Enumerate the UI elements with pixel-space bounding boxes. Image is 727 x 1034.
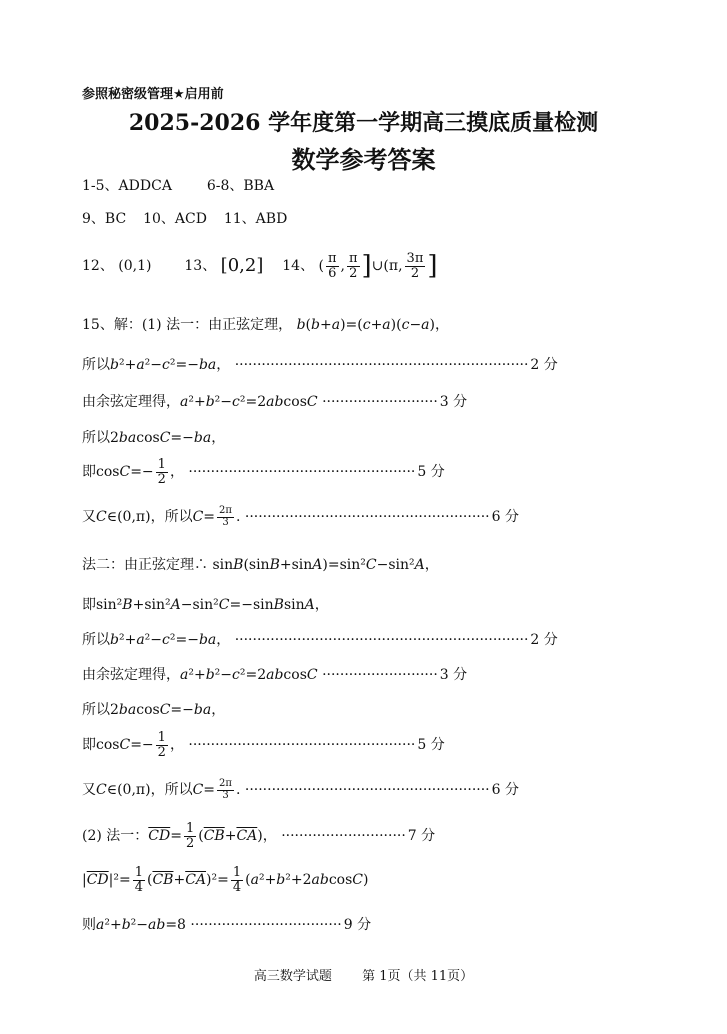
q15-step-2: 由余弦定理得，a²+b²−c²=2abcosC ·························· 3 分 [82,394,468,410]
math-expr: cosC=− $\frac{1}{2}$ ， [96,457,184,487]
math-expr: C∈(0,π) [96,782,151,798]
q15-method-2: 法二：由正弦定理∴ sinB(sinB+sinA)=sin²C−sin²A， [82,557,439,573]
answer-13-value: [0,2] [220,255,264,277]
answer-14-value: ( $\frac{\pi}{6}$ , $\frac{\pi}{2}$ ]∪(π, $\frac{3\pi}{2}$ ] [318,251,438,282]
math-expr: 2bacosC=−ba， [110,702,226,718]
math-expr: a²+b²−c²=2abcosC [180,394,318,410]
score: 5 分 [417,464,445,481]
leader-dots: ·························· [322,394,438,410]
q15-step-4: 即cosC=− $\frac{1}{2}$ ， ··················································· 5 分 [82,457,445,487]
q15-part2-step-1: (2) 法一：$\overline{CD}=$ $\frac{1}{2}$ $(\overline{CB}+\overline{CA})$， ···························· 7 分 [82,821,436,851]
q15-intro: 15、解：(1) 法一：由正弦定理， b(b+a)=(c+a)(c−a)， [82,317,449,333]
answer-line-9-11 [82,212,287,226]
score: 9 分 [343,917,372,933]
q15-m2-step-2: 所以b²+a²−c²=−ba， ·································································· 2 分 [82,632,558,648]
math-expr: ∴ sinB(sinB+sinA)=sin²C−sin²A， [194,557,439,573]
q15-m2-step-5: 即cosC=− $\frac{1}{2}$ ， ··················································· 5 分 [82,730,445,760]
answer-6-8: 6-8、BBA [206,178,275,194]
math-expr: b²+a²−c²=−ba， [110,632,231,648]
footer-page-number: 第 1页（共 11页） [362,969,474,984]
math-expr: a²+b²−ab=8 [96,917,186,933]
q15-m2-step-1: 即sin²B+sin²A−sin²C=−sinBsinA， [82,597,329,613]
q15-step-5: 又C∈(0,π)，所以C= $\frac{2\pi}{3}$ . ······················································· 6 分 [82,505,519,528]
leader-dots: ·································································· [234,357,529,373]
footer-subject: 高三数学试题 [253,969,332,984]
q15-part2-step-2 [82,866,368,894]
answer-10: 10、ACD [143,211,207,227]
page-footer [0,965,727,984]
score: 2 分 [530,632,558,648]
leader-dots: ··················································· [188,737,416,754]
leader-dots: ······················································· [244,509,490,525]
score: 7 分 [407,828,436,845]
answer-line-1-8 [82,179,274,193]
answer-14-label: 14、 [282,258,315,275]
q15-step-3: 所以2bacosC=−ba， [82,430,226,446]
score: 2 分 [530,357,558,373]
answer-1-5: 1-5、ADDCA [82,178,172,194]
math-expr: C= $\frac{2\pi}{3}$ . [192,505,241,528]
math-expr: $\overline{CD}=$ $\frac{1}{2}$ $(\overline{CB}+\overline{CA})$， [148,821,277,851]
score: 6 分 [491,782,519,798]
leader-dots: ··················································· [188,464,416,481]
answer-line-12-14 [82,252,438,280]
answer-9: 9、BC [82,211,127,227]
leader-dots: ·································· [190,917,342,933]
score: 6 分 [491,509,519,525]
page-title: 2025-2026 学年度第一学期高三摸底质量检测 [128,110,599,136]
math-expr: sin²B+sin²A−sin²C=−sinBsinA， [96,597,329,613]
score: 3 分 [439,394,468,410]
score: 5 分 [417,737,445,754]
answer-12-value: (0,1) [118,258,152,275]
leader-dots: ···························· [281,828,406,845]
answer-11: 11、ABD [223,211,288,227]
math-expr: $|\overline{CD}|^2=$ $\frac{1}{4}$ $(\overline{CB}+\overline{CA})^2=$ $\frac{1}{4}$ (a²+b²+2abcosC) [82,865,369,895]
q15-m2-step-6: 又C∈(0,π)，所以C= $\frac{2\pi}{3}$ . ······················································· 6 分 [82,778,519,801]
answer-12-label: 12、 [82,258,114,275]
math-expr: cosC=− $\frac{1}{2}$ ， [96,730,184,760]
score: 3 分 [439,667,468,683]
q15-step-1: 所以b²+a²−c²=−ba， ·································································· 2 分 [82,357,558,373]
answer-13-label: 13、 [184,258,217,275]
math-expr: 2bacosC=−ba， [110,430,226,446]
leader-dots: ·························· [322,667,438,683]
math-expr: a²+b²−c²=2abcosC [180,667,318,683]
leader-dots: ······················································· [244,782,490,798]
q15-m2-step-3: 由余弦定理得，a²+b²−c²=2abcosC ·························· 3 分 [82,667,468,683]
math-expr: C= $\frac{2\pi}{3}$ . [192,778,241,801]
leader-dots: ·································································· [234,632,529,648]
q15-part2-step-3: 则a²+b²−ab=8 ·································· 9 分 [82,917,372,933]
math-expr: b(b+a)=(c+a)(c−a)， [296,317,449,333]
math-expr: C∈(0,π) [96,509,151,525]
page-subtitle: 数学参考答案 [291,146,436,174]
math-expr: b²+a²−c²=−ba， [110,357,231,373]
q15-m2-step-4: 所以2bacosC=−ba， [82,702,226,718]
confidentiality-note: 参照秘密级管理★启用前 [82,87,224,102]
